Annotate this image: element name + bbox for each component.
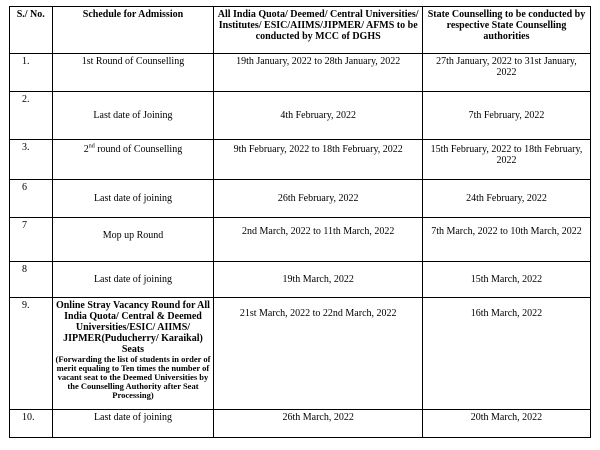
table-row [10, 92, 591, 140]
table-row [10, 410, 591, 438]
row-schedule-label: Online Stray Vacancy Round for All India Quota/ Central & Deemed Universities/ESIC/ AIIMS/ JIPMER(Puducherry/ Karaikal) Seats [55, 300, 210, 355]
table-row [10, 180, 591, 218]
table-row [10, 298, 591, 410]
table-row [10, 262, 591, 298]
header-sno: S./ No. [10, 7, 53, 54]
schedule-table [9, 6, 591, 438]
header-schedule: Schedule for Admission [52, 7, 214, 54]
row-sno: 8 [10, 262, 53, 298]
header-state-counselling: State Counselling to be conducted by respective State Counselling authorities [422, 7, 590, 54]
row-state-dates: 7th February, 2022 [422, 92, 590, 140]
table-row [10, 140, 591, 180]
table-row [10, 218, 591, 262]
row-state-dates: 15th March, 2022 [422, 262, 590, 298]
row-all-india-dates: 9th February, 2022 to 18th February, 2022 [214, 140, 423, 180]
row-schedule-ordinal: 2 [83, 144, 89, 155]
row-sno: 1. [10, 54, 53, 92]
row-all-india-dates: 26th March, 2022 [214, 410, 423, 438]
row-all-india-dates: 19th January, 2022 to 28th January, 2022 [214, 54, 423, 92]
row-state-dates: 16th March, 2022 [422, 298, 590, 410]
row-schedule: Mop up Round [52, 218, 214, 262]
header-all-india-quota: All India Quota/ Deemed/ Central Universities/ Institutes/ ESIC/AIIMS/JIPMER/ AFMS to be conducted by MCC of DGHS [214, 7, 423, 54]
header-row [10, 7, 591, 54]
row-schedule: Last date of joining [52, 262, 214, 298]
row-sno: 3. [10, 140, 53, 180]
row-state-dates: 24th February, 2022 [422, 180, 590, 218]
row-state-dates: 7th March, 2022 to 10th March, 2022 [422, 218, 590, 262]
admission-schedule-document [9, 6, 591, 438]
row-schedule [52, 298, 214, 410]
row-schedule-ordinal-suffix: nd [88, 143, 95, 150]
row-all-india-dates: 26th February, 2022 [214, 180, 423, 218]
row-state-dates: 20th March, 2022 [422, 410, 590, 438]
row-sno: 6 [10, 180, 53, 218]
row-schedule: 1st Round of Counselling [52, 54, 214, 92]
row-schedule: Last date of joining [52, 180, 214, 218]
row-state-dates: 15th February, 2022 to 18th February, 2022 [422, 140, 590, 180]
row-all-india-dates: 4th February, 2022 [214, 92, 423, 140]
row-sno: 2. [10, 92, 53, 140]
row-sno: 10. [10, 410, 53, 438]
row-all-india-dates: 2nd March, 2022 to 11th March, 2022 [214, 218, 423, 262]
row-all-india-dates: 21st March, 2022 to 22nd March, 2022 [214, 298, 423, 410]
row-schedule [52, 140, 214, 180]
row-all-india-dates: 19th March, 2022 [214, 262, 423, 298]
table-row [10, 54, 591, 92]
row-sno: 7 [10, 218, 53, 262]
row-state-dates: 27th January, 2022 to 31st January, 2022 [422, 54, 590, 92]
row-schedule-label: round of Counselling [94, 144, 183, 155]
row-schedule-note: (Forwarding the list of students in order of merit equaling to Ten times the number of vacant seat to the Deemed Universities by the Counselling Authority after Seat Processing) [55, 354, 211, 400]
row-schedule: Last date of joining [52, 410, 214, 438]
row-schedule: Last date of Joining [52, 92, 214, 140]
row-sno: 9. [10, 298, 53, 410]
